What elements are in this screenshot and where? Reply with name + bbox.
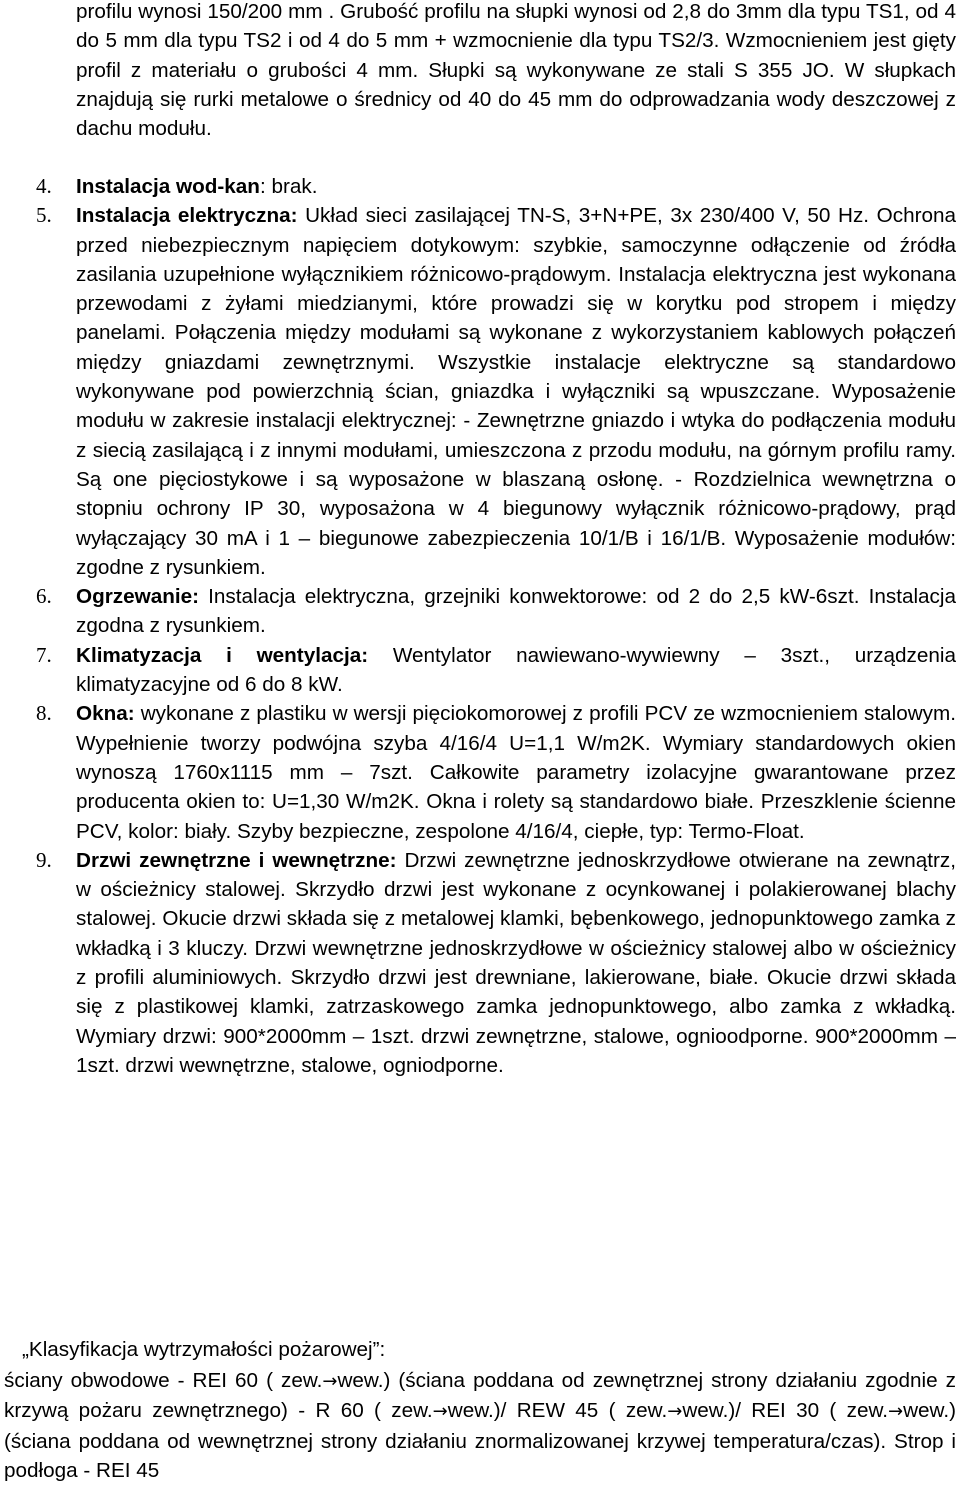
classification-text: wew.)/ REW 45 ( zew.	[447, 1399, 668, 1423]
list-item-text	[76, 201, 956, 582]
item-body: wykonane z plastiku w wersji pięciokomorowej z profili PCV ze wzmocnieniem stalowym. Wypełnienie tworzy podwójna szyba 4/16/4 U=1,1 W/m2K. Wymiary standardowych okien wynoszą 1760x1115 mm – 7szt. Całkowite parametry izolacyjne gwarantowane przez producenta okien to: U=1,30 W/m2K. Okna i rolety są standardowo białe. Przeszklenie ścienne PCV, kolor: biały. Szyby bezpieczne, zespolone 4/16/4, ciepłe, typ: Termo-Float.	[76, 702, 956, 843]
item-heading: Instalacja wod-kan	[76, 175, 260, 198]
item-body: Układ sieci zasilającej TN-S, 3+N+PE, 3x 230/400 V, 50 Hz. Ochrona przed niebezpiecznym napięciem dotykowym: szybkie, samoczynne odłączenie od źródła zasilania uzupełnione wyłącznikiem różnicowo-prądowym. Instalacja elektryczna jest wykonana przewodami z żyłami miedzianymi, które prowadzi się w korytku pod stropem i między panelami. Połączenia między modułami są wykonane z wykorzystaniem kablowych połączeń między gniazdami zewnętrznymi. Wszystkie instalacje elektryczne są standardowo wykonywane pod powierzchnią ścian, gniazdka i wyłączniki są wpuszczane. Wyposażenie modułu w zakresie instalacji elektrycznej: - Zewnętrzne gniazdo i wtyka do podłączenia modułu z siecią zasilającą i z innymi modułami, umieszczona z przodu modułu, na górnym profilu ramy. Są one pięciostykowe i są wyposażone w blaszaną osłonę. - Rozdzielnica wewnętrzna o stopniu ochrony IP 30, wyposażona w 4 biegunowy wyłącznik różnicowo-prądowy, prąd wyłączający 30 mA i 1 – biegunowe zabezpieczenia 10/1/B i 16/1/B. Wyposażenie modułów: zgodne z rysunkiem.	[76, 204, 956, 579]
classification-text: wew.) (ściana poddana od wewnętrznej strony działaniu znormalizowanej krzywej temperatura/czas). Strop i podłoga - REI 45	[4, 1399, 956, 1482]
list-item-text	[76, 582, 956, 641]
list-number: 4.	[36, 174, 52, 198]
classification-text: wew.)/ REI 30 ( zew.	[682, 1399, 889, 1423]
list-number: 9.	[36, 847, 52, 872]
intro-paragraph: profilu wynosi 150/200 mm . Grubość profilu na słupki wynosi od 2,8 do 3mm dla typu TS1, od 4 do 5 mm dla typu TS2 i od 4 do 5 mm + wzmocnienie dla typu TS2/3. Wzmocnieniem jest gięty profil z materiału o grubości 4 mm. Słupki są wykonywane ze stali S 355 JO. W słupkach znajdują się rurki metalowe o średnicy od 40 do 45 mm do odprowadzania wody deszczowej z dachu modułu.	[76, 0, 956, 141]
list-number: 5.	[36, 203, 52, 228]
item-body: Drzwi zewnętrzne jednoskrzydłowe otwierane na zewnątrz, w ościeżnicy stalowej. Skrzydło drzwi jest wykonane z ocynkowanej i polakierowanej blachy stalowej. Okucie drzwi składa się z metalowej klamki, bębenkowego, jednopunktowego zamka z wkładką i 3 kluczy. Drzwi wewnętrzne jednoskrzydłowe w ościeżnicy stalowej albo w ościeżnicy z profili aluminiowych. Skrzydło drzwi jest drewniane, lakierowane, białe. Okucie drzwi składa się z plastikowej klamki, zatrzaskowego zamka jednopunktowego, albo zamka z wkładką. Wymiary drzwi: 900*2000mm – 1szt. drzwi zewnętrzne, stalowe, ognioodporne. 900*2000mm – 1szt. drzwi wewnętrzne, stalowe, ogniodporne.	[76, 848, 956, 1077]
list-number: 8.	[36, 701, 52, 726]
classification-paragraph	[4, 1366, 956, 1485]
classification-text: ściany obwodowe - REI 60 ( zew.	[4, 1369, 323, 1392]
list-item-6	[0, 582, 956, 641]
list-item-text	[76, 641, 956, 700]
list-item-8	[0, 699, 956, 845]
item-heading: Klimatyzacja i wentylacja:	[76, 643, 369, 667]
classification-title: „Klasyfikacja wytrzymałości pożarowej”:	[22, 1338, 386, 1361]
item-heading: Instalacja elektryczna:	[76, 204, 298, 228]
arrow-right-icon: →	[667, 1401, 683, 1423]
item-body: Instalacja elektryczna, grzejniki konwektorowe: od 2 do 2,5 kW-6szt. Instalacja zgodna z rysunkiem.	[76, 585, 956, 638]
list-number: 6.	[36, 584, 52, 609]
list-item-5	[0, 201, 956, 582]
numbered-list	[0, 172, 960, 1080]
list-number: 7.	[36, 642, 52, 667]
list-item-text	[76, 846, 956, 1080]
arrow-right-icon: →	[888, 1401, 904, 1423]
classification-text: wew.) (ściana poddana od zewnętrznej strony działaniu zgodnie z krzywą pożaru zewnętrznego) - R 60 ( zew.	[4, 1369, 956, 1423]
list-item-7	[0, 641, 956, 700]
item-heading: Okna:	[76, 702, 135, 726]
item-heading: Ogrzewanie:	[76, 585, 200, 609]
list-item-4	[0, 172, 956, 201]
arrow-right-icon: →	[322, 1371, 338, 1392]
item-body: Wentylator nawiewano-wywiewny – 3szt., urządzenia klimatyzacyjne od 6 do 8 kW.	[76, 643, 956, 697]
list-item-text	[76, 172, 956, 201]
list-item-text	[76, 699, 956, 845]
arrow-right-icon: →	[432, 1401, 448, 1423]
item-heading: Drzwi zewnętrzne i wewnętrzne:	[76, 848, 397, 872]
list-item-9	[0, 846, 956, 1080]
item-body: : brak.	[259, 175, 318, 198]
